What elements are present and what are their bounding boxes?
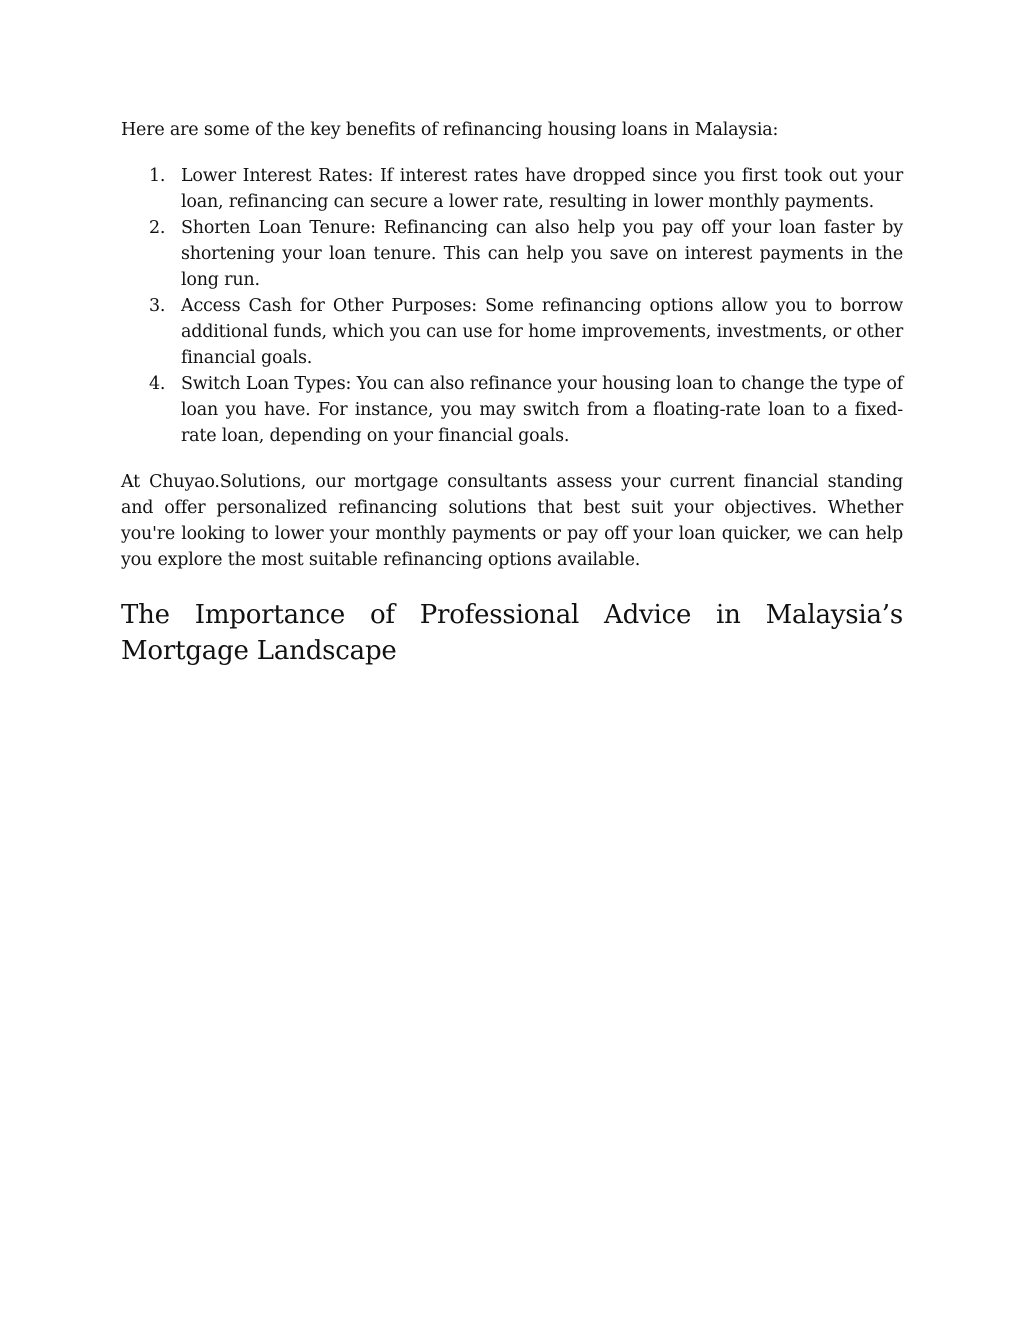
list-item-number: 3. [149, 296, 166, 316]
list-item [121, 371, 903, 449]
list-item-number: 4. [149, 374, 166, 394]
list-item [121, 163, 903, 215]
list-item-text: Shorten Loan Tenure: Refinancing can also help you pay off your loan faster by shortening your loan tenure. This can help you save on interest payments in the long run. [181, 218, 903, 290]
section-heading: The Importance of Professional Advice in Malaysia’s Mortgage Landscape [121, 600, 903, 666]
list-item [121, 293, 903, 371]
list-item-number: 2. [149, 218, 166, 238]
benefits-list [121, 163, 903, 449]
list-item-text: Access Cash for Other Purposes: Some refinancing options allow you to borrow additional funds, which you can use for home improvements, investments, or other financial goals. [181, 296, 903, 368]
list-item-number: 1. [149, 166, 166, 186]
closing-paragraph: At Chuyao.Solutions, our mortgage consultants assess your current financial standing and offer personalized refinancing solutions that best suit your objectives. Whether you're looking to lower your monthly payments or pay off your loan quicker, we can help you explore the most suitable refinancing options available. [121, 472, 903, 570]
list-item [121, 215, 903, 293]
intro-paragraph: Here are some of the key benefits of refinancing housing loans in Malaysia: [121, 120, 779, 140]
list-item-text: Lower Interest Rates: If interest rates have dropped since you first took out your loan, refinancing can secure a lower rate, resulting in lower monthly payments. [181, 166, 903, 212]
document-page [121, 117, 903, 669]
list-item-text: Switch Loan Types: You can also refinance your housing loan to change the type of loan you have. For instance, you may switch from a floating-rate loan to a fixed-rate loan, depending on your financial goals. [181, 374, 903, 446]
